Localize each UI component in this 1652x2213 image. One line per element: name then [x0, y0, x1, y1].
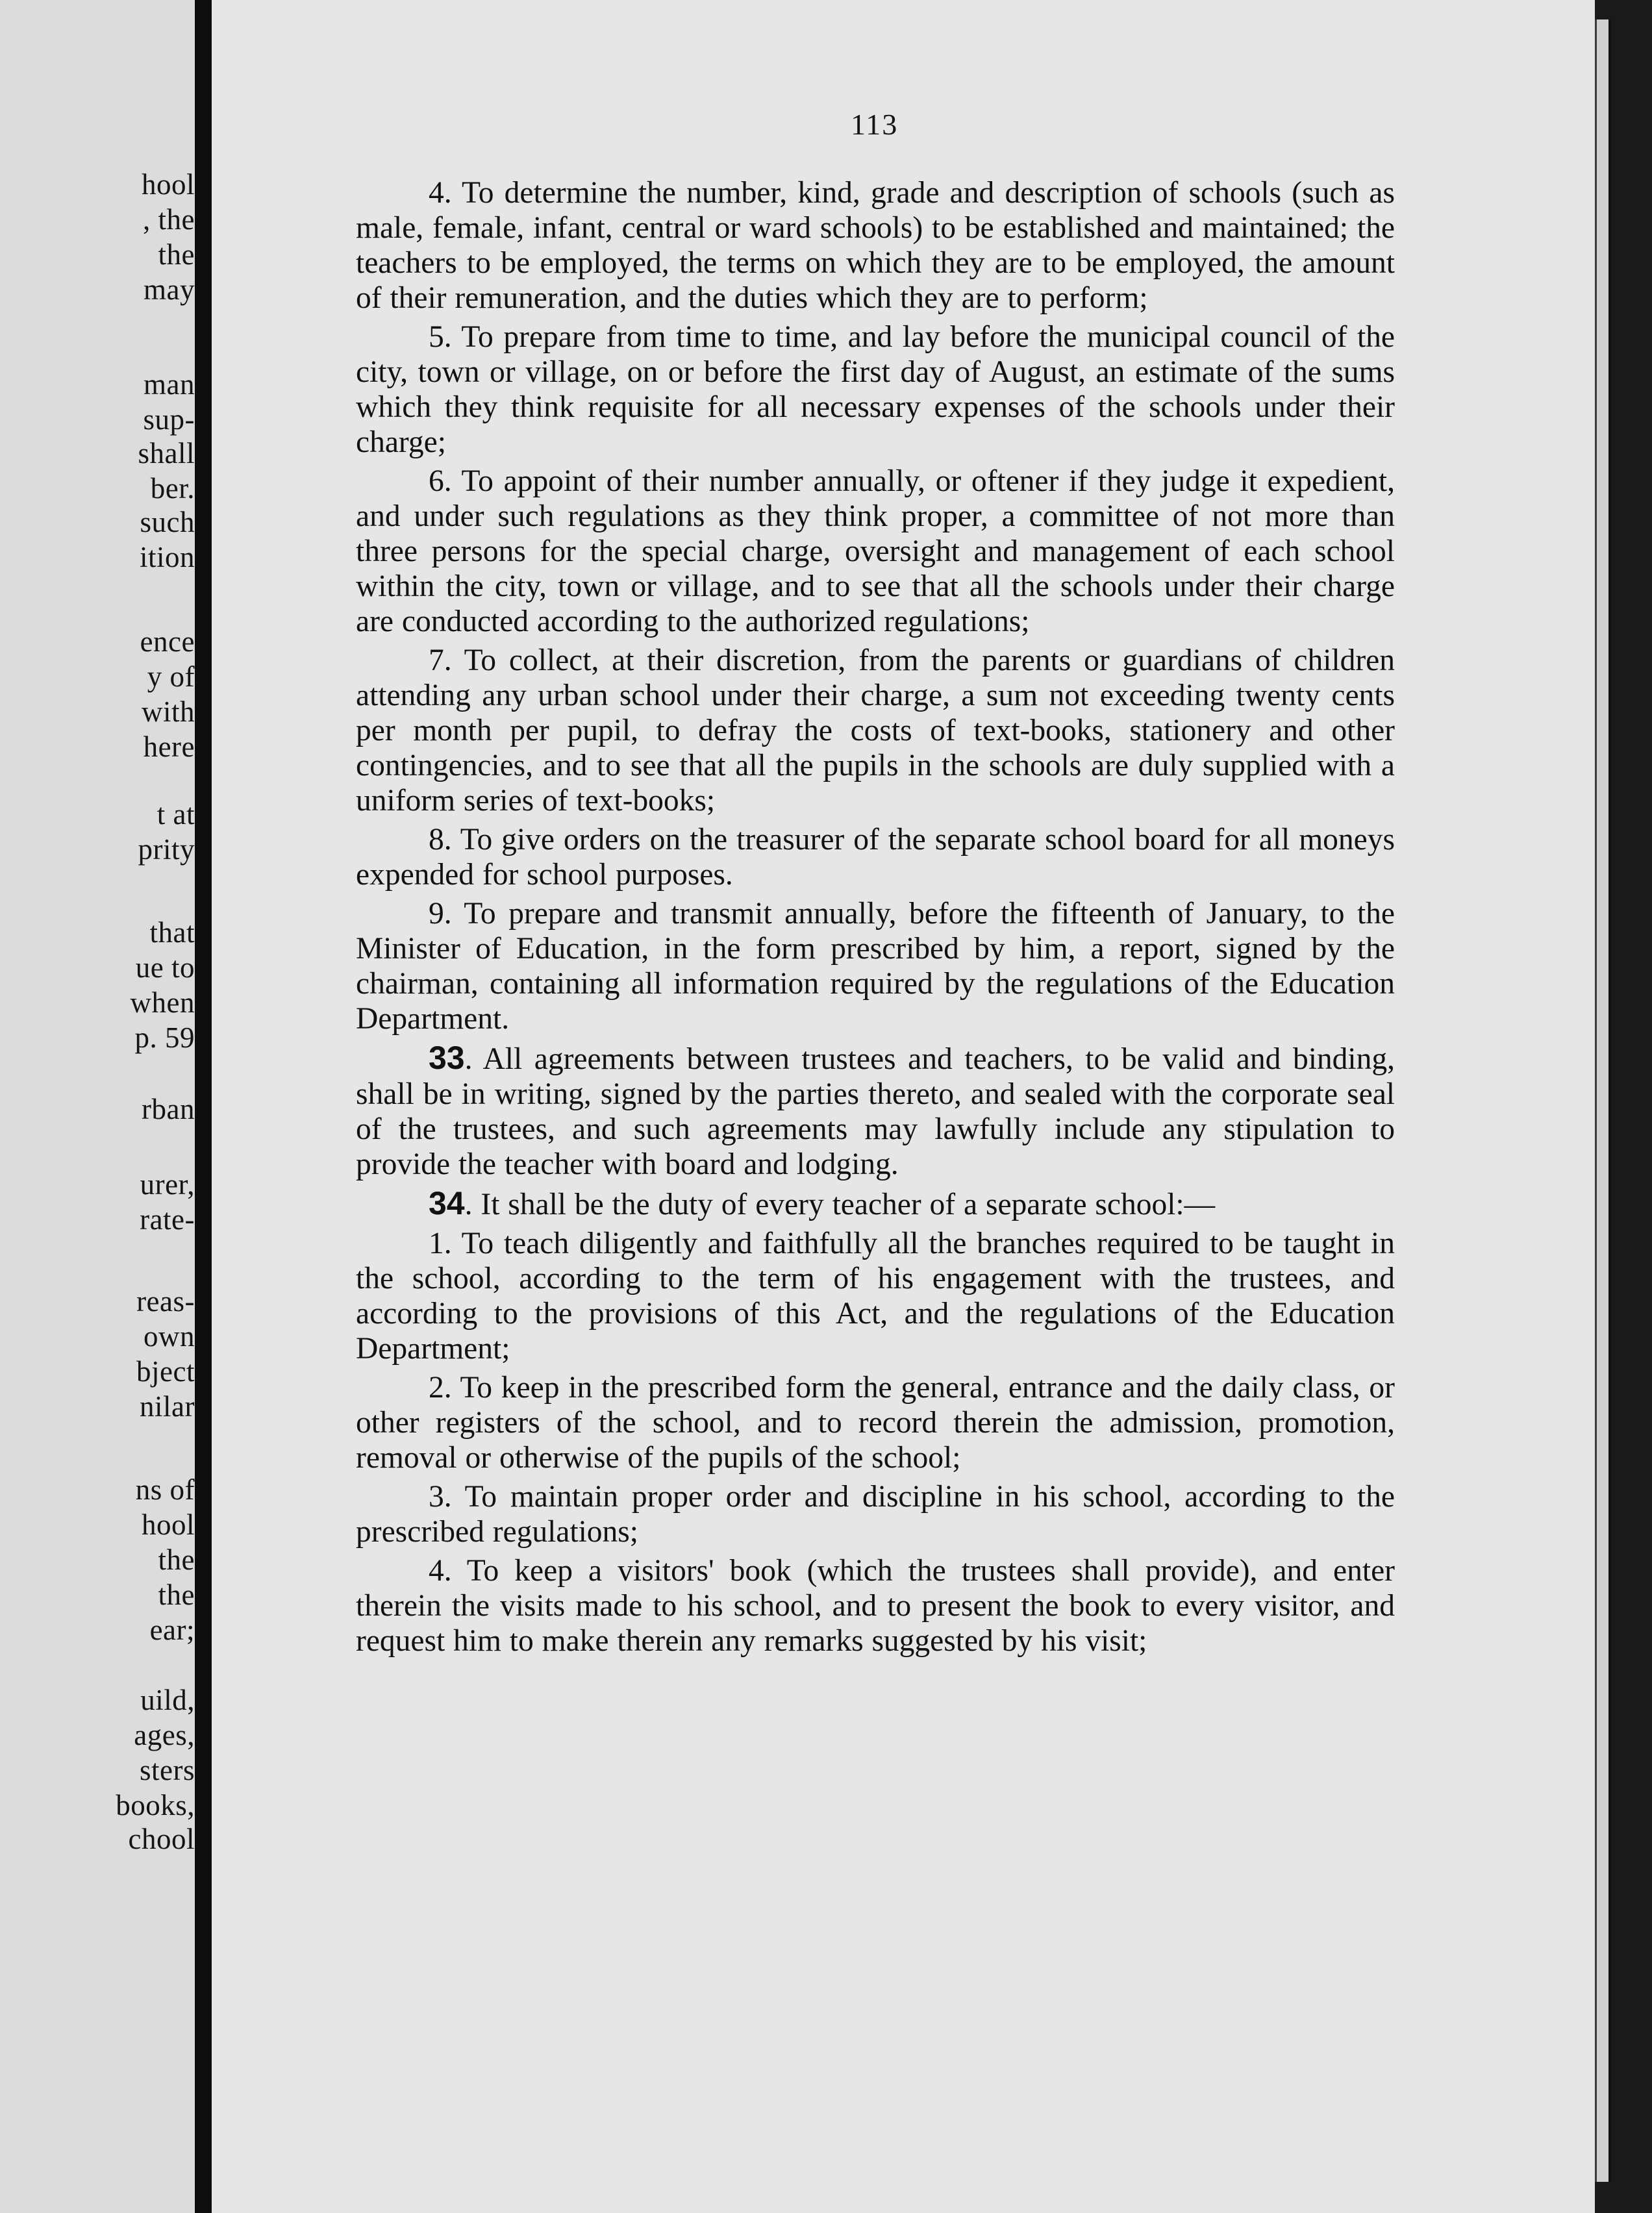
- left-page-fragment: bject: [136, 1355, 195, 1388]
- clause-paragraph: [356, 896, 1395, 1036]
- section-paragraph: [356, 1040, 1395, 1182]
- paragraph-text: 1. To teach diligently and faithfully all the branches required to be taught in the school, according to the term of his engagement with the trustees, and according to the provisions of this Act, and the regulations of the Education Department;: [356, 1227, 1395, 1366]
- left-page-fragment: uild,: [140, 1684, 195, 1716]
- left-page-fragment: hool: [141, 168, 195, 201]
- left-page-fragment: ages,: [134, 1719, 195, 1751]
- clause-paragraph: [356, 464, 1395, 639]
- paragraph-text: 4. To keep a visitors' book (which the trustees shall provide), and enter therein the visits made to his school, and to present the book to every visitor, and request him to make therein any remarks suggested by his visit;: [356, 1554, 1395, 1658]
- left-page-fragment: that: [149, 916, 195, 949]
- paragraph-text: 2. To keep in the prescribed form the general, entrance and the daily class, or other registers of the school, and to record therein the admission, promotion, removal or otherwise of the pupils of the school;: [356, 1371, 1395, 1475]
- clause-paragraph: [356, 822, 1395, 892]
- paragraph-text: . All agreements between trustees and teachers, to be valid and binding, shall be in writing, signed by the parties thereto, and sealed with the corporate seal of the trustees, and such agreements may lawfully include any stipulation to provide the teacher with board and lodging.: [356, 1042, 1395, 1181]
- paragraph-text: 5. To prepare from time to time, and lay before the municipal council of the city, town or village, on or before the first day of August, an estimate of the sums which they think requisite for all necessary expenses of the schools under their charge;: [356, 320, 1395, 459]
- left-page-fragment: ence: [140, 625, 195, 658]
- left-page-fragment: the: [158, 1579, 195, 1611]
- left-page-fragment: such: [140, 506, 195, 538]
- paragraph-text: 8. To give orders on the treasurer of the separate school board for all moneys expended for school purposes.: [356, 823, 1395, 892]
- left-page-fragment: ear;: [149, 1614, 195, 1646]
- left-page-fragment: ber.: [150, 472, 195, 505]
- left-page-fragment: the: [158, 238, 195, 271]
- clause-paragraph: [356, 643, 1395, 818]
- paragraph-text: 7. To collect, at their discretion, from the parents or guardians of children attending any urban school under their charge, a sum not exceeding twenty cents per month per pupil, to defray the costs of text-books, stationery and other contingencies, and to see that all the pupils in the schools are duly supplied with a uniform series of text-books;: [356, 644, 1395, 818]
- left-page-fragment: t at: [156, 798, 195, 831]
- left-page-fragment: books,: [116, 1789, 195, 1821]
- left-page-fragment: urer,: [140, 1168, 195, 1201]
- clause-paragraph: [356, 1479, 1395, 1549]
- paragraph-text: . It shall be the duty of every teacher of a separate school:—: [464, 1188, 1216, 1221]
- left-page-fragment: reas-: [136, 1285, 195, 1318]
- left-page-fragment: ns of: [135, 1473, 195, 1506]
- clause-paragraph: [356, 1226, 1395, 1366]
- left-facing-page: [0, 0, 198, 2213]
- page-number: 113: [851, 108, 899, 141]
- paragraph-text: 4. To determine the number, kind, grade and description of schools (such as male, female, infant, central or ward schools) to be established and maintained; the teachers to be employed, the terms on which they are to be employed, the amount of their remuneration, and the duties which they are to perform;: [356, 176, 1395, 315]
- left-page-fragment: here: [143, 731, 195, 763]
- section-number: 33: [429, 1040, 465, 1076]
- left-page-fragment: when: [130, 986, 195, 1019]
- left-page-fragment: man: [144, 368, 195, 401]
- left-page-fragment: sters: [140, 1754, 195, 1786]
- left-page-fragment: own: [144, 1320, 195, 1353]
- left-page-fragment: nilar: [140, 1390, 195, 1423]
- left-page-fragment: hool: [141, 1508, 195, 1541]
- left-page-fragment: ition: [139, 541, 195, 573]
- left-page-fragment: sup-: [143, 403, 195, 436]
- left-page-fragment: with: [141, 695, 195, 728]
- clause-paragraph: [356, 1370, 1395, 1475]
- section-number: 34: [429, 1185, 465, 1221]
- clause-paragraph: [356, 1553, 1395, 1658]
- left-page-fragment: may: [144, 273, 195, 306]
- paragraph-text: 9. To prepare and transmit annually, before the fifteenth of January, to the Minister of Education, in the form prescribed by him, a report, signed by the chairman, containing all information required by the regulations of the Education Department.: [356, 897, 1395, 1036]
- left-page-fragment: ue to: [135, 951, 195, 984]
- left-page-fragment: rate-: [140, 1203, 195, 1236]
- left-page-fragment: chool: [128, 1823, 195, 1855]
- page-body: [356, 175, 1395, 1662]
- clause-paragraph: [356, 319, 1395, 460]
- clause-paragraph: [356, 175, 1395, 316]
- left-page-fragment: y of: [147, 660, 195, 693]
- page-edge: [1595, 19, 1611, 2182]
- left-page-fragment: rban: [142, 1093, 195, 1125]
- paragraph-text: 6. To appoint of their number annually, or oftener if they judge it expedient, and under such regulations as they think proper, a committee of not more than three persons for the special charge, oversight and management of each school within the city, town or village, and to see that all the schools under their charge are conducted according to the authorized regulations;: [356, 464, 1395, 638]
- section-paragraph: [356, 1186, 1395, 1222]
- left-page-fragment: , the: [143, 203, 195, 236]
- left-page-fragment: the: [158, 1544, 195, 1576]
- left-page-fragment: shall: [138, 437, 195, 469]
- paragraph-text: 3. To maintain proper order and discipline in his school, according to the prescribed regulations;: [356, 1480, 1395, 1549]
- left-page-fragment: p. 59: [134, 1021, 195, 1054]
- left-page-fragment: prity: [138, 833, 195, 866]
